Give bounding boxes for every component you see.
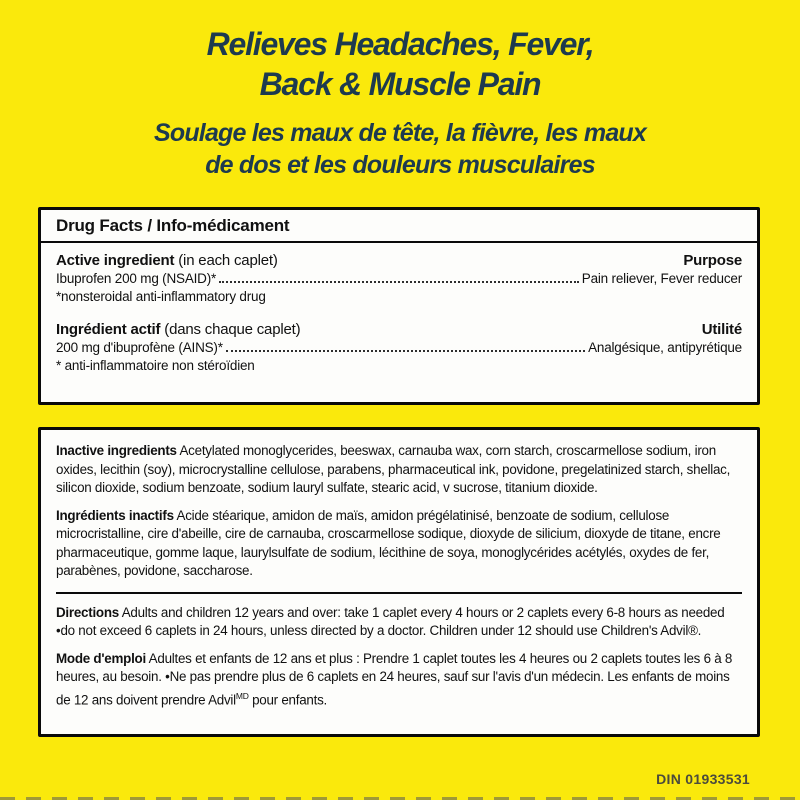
headline-fr-line2: de dos et les douleurs musculaires	[205, 151, 595, 179]
directions-lead-fr: Mode d'emploi	[56, 650, 146, 666]
active-ingredient-header-row-fr	[56, 321, 742, 338]
ingredient-name-fr: 200 mg d'ibuprofène (AINS)*	[56, 340, 223, 355]
headline-en-line2: Back & Muscle Pain	[259, 66, 541, 102]
ingredient-purpose-fr: Analgésique, antipyrétique	[588, 340, 742, 355]
drug-facts-body	[41, 243, 757, 379]
active-ingredient-label-suffix-fr: (dans chaque caplet)	[160, 321, 301, 338]
details-body	[41, 430, 757, 728]
ingredient-name-en: Ibuprofen 200 mg (NSAID)*	[56, 271, 217, 286]
ingredient-row-en	[56, 271, 742, 286]
headline-english	[0, 24, 800, 104]
dotted-leader-en	[219, 281, 579, 283]
inactive-ingredients-body-fr: Acide stéarique, amidon de maïs, amidon prégélatinisé, benzoate de sodium, cellulose microcristalline, cire d'abeille, cire de carnauba, croscarmellose sodique, dioxyde de silicium, dioxyde de titane, encre pharmaceutique, gomme laque, laurylsulfate de sodium, lécithine de soya, monoglycérides acétylés, oxydes de fer, parabènes, povidone, saccharose.	[56, 507, 721, 578]
trademark-superscript: MD	[235, 690, 249, 701]
ingredient-row-fr	[56, 340, 742, 355]
inactive-ingredients-fr	[56, 507, 742, 581]
directions-body-en: Adults and children 12 years and over: take 1 caplet every 4 hours or 2 caplets every 6-8 hours as needed •do not exceed 6 caplets in 24 hours, unless directed by a doctor. Children under 12 should use Children's Advil®.	[56, 604, 725, 638]
inactive-ingredients-lead-fr: Ingrédients inactifs	[56, 507, 174, 523]
details-panel	[38, 427, 760, 737]
nsaid-footnote-en: *nonsteroidal anti-inflammatory drug	[56, 289, 266, 304]
ingredient-purpose-en: Pain reliever, Fever reducer	[581, 271, 742, 286]
headline-fr-line1: Soulage les maux de tête, la fièvre, les maux	[153, 119, 647, 147]
language-gap	[56, 304, 742, 321]
directions-lead-en: Directions	[56, 604, 119, 620]
drug-facts-panel	[38, 207, 760, 405]
inactive-ingredients-lead-en: Inactive ingredients	[56, 443, 177, 458]
headline-french	[0, 117, 800, 181]
directions-fr	[56, 650, 742, 710]
active-ingredient-label-bold-en: Active ingredient	[56, 252, 175, 269]
active-ingredient-header-row-en	[56, 252, 742, 269]
active-ingredient-label-bold-fr: Ingrédient actif	[56, 321, 161, 338]
drug-facts-title: Drug Facts / Info-médicament	[41, 210, 757, 243]
active-ingredient-label-en	[56, 252, 278, 269]
din-number: DIN 01933531	[656, 771, 750, 787]
inactive-ingredients-body-en: Acetylated monoglycerides, beeswax, carnauba wax, corn starch, croscarmellose sodium, iron oxides, lecithin (soy), microcrystalline cellulose, parabens, pharmaceutical ink, povidone, pregelatinized starch, shellac, silicon dioxide, sodium benzoate, sodium lauryl sulfate, stearic acid, v sucrose, titanium dioxide.	[56, 443, 731, 495]
directions-body-fr-2: pour enfants.	[248, 691, 327, 707]
section-divider	[56, 592, 742, 594]
directions-en	[56, 604, 742, 641]
active-ingredient-label-suffix-en: (in each caplet)	[174, 252, 278, 269]
inactive-ingredients-en	[56, 442, 742, 498]
headline	[0, 24, 800, 181]
headline-en-line1: Relieves Headaches, Fever,	[206, 26, 594, 62]
dotted-leader-fr	[226, 350, 585, 352]
purpose-header-en: Purpose	[683, 252, 742, 269]
active-ingredient-label-fr	[56, 321, 300, 338]
nsaid-footnote-fr: * anti-inflammatoire non stéroïdien	[56, 358, 255, 373]
directions-body-fr-1: Adultes et enfants de 12 ans et plus : Prendre 1 caplet toutes les 4 heures ou 2 caplets toutes les 6 à 8 heures, au besoin. •Ne pas prendre plus de 6 caplets en 24 heures, sauf sur l'avis d'un médecin. Les enfants de moins de 12 ans doivent prendre Advil	[56, 650, 733, 707]
purpose-header-fr: Utilité	[701, 321, 742, 338]
